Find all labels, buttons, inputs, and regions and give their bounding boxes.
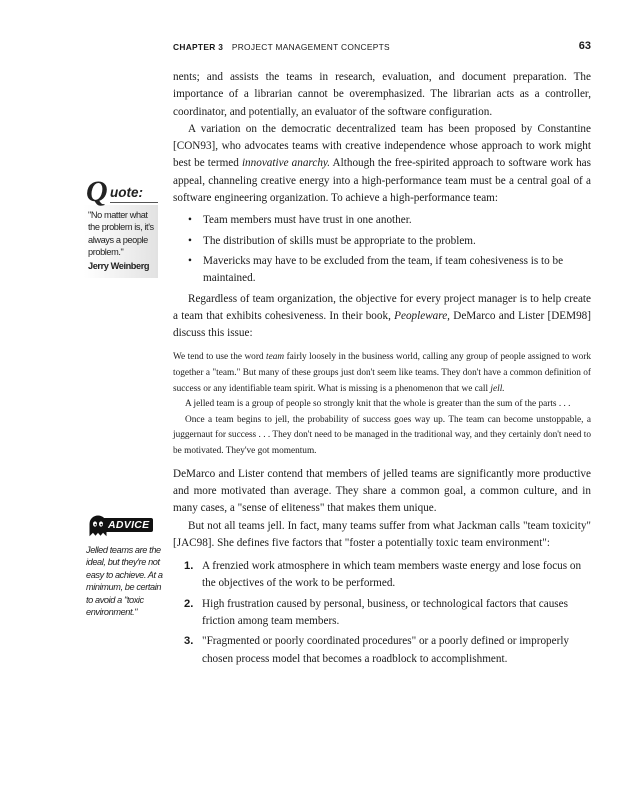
sidebar-quote-text: "No matter what the problem is, it's always a people problem." xyxy=(88,210,154,258)
quote-label-text: uote: xyxy=(110,185,143,200)
page-number: 63 xyxy=(578,40,591,52)
numbered-item: 1. A frenzied work atmosphere in which team members waste energy and lose focus on the objectives of the work to be performed. xyxy=(184,560,582,590)
paragraph-1: nents; and assists the teams in research, evaluation, and document preparation. The importance of a librarian cannot be overemphasized. The librarian acts as a controller, coordinator, and potentially, an evaluator of the software configuration. xyxy=(173,71,591,118)
running-header xyxy=(173,42,591,56)
quote-paragraph-3: Once a team begins to jell, the probability of success goes way up. The team can become unstoppable, a juggernaut for success . . . They don't need to be managed in the traditional way, and they certainly don't need to be motivated. They've got momentum. xyxy=(173,414,591,457)
quote-label-rule xyxy=(110,202,158,203)
quote-label-initial: Q xyxy=(86,175,108,208)
paragraph-4: DeMarco and Lister contend that members of jelled teams are significantly more productive and more motivated than average. They share a common goal, a common culture, and in many cases, a "sense of eliteness" that makes them unique. xyxy=(173,467,591,515)
advice-label xyxy=(86,514,166,538)
item-number: 2. xyxy=(184,597,194,610)
numbered-list xyxy=(173,558,591,668)
quote-paragraph-2: A jelled team is a group of people so strongly knit that the whole is greater than the sum of the parts . . . xyxy=(185,399,571,410)
paragraph-5: But not all teams jell. In fact, many teams suffer from what Jackman calls "team toxicity" [JAC98]. She defines five factors that "foster a potentially toxic team environment": xyxy=(173,519,591,549)
block-quote xyxy=(173,350,591,459)
chapter-title: PROJECT MANAGEMENT CONCEPTS xyxy=(231,42,390,52)
bullet-item: • The distribution of skills must be appropriate to the problem. xyxy=(173,233,591,250)
bullet-item: • Team members must have trust in one another. xyxy=(173,212,591,229)
bullet-item: • Mavericks may have to be excluded from the team, if team cohesiveness is to be maintained. xyxy=(173,253,591,288)
paragraph-2: A variation on the democratic decentralized team has been proposed by Constantine [CON93], who advocates teams with creative independence whose approach to work might best be termed innovative anarchy. Although the free-spirited approach to software work has appeal, channeling creative energy into a high-performance team must be a central goal of a software engineering organization. To achieve a high-performance team: xyxy=(173,122,591,205)
advice-text: Jelled teams are the ideal, but they're not easy to achieve. At a minimum, be certain to avoid a "toxic environment." xyxy=(86,545,163,618)
quote-label xyxy=(84,175,158,208)
main-text-column xyxy=(173,69,591,671)
emphasis-innovative-anarchy: innovative anarchy. xyxy=(241,157,331,170)
quote-paragraph-1: We tend to use the word team fairly loosely in the business world, calling any group of people assigned to work together a "team." But many of these groups just don't seem like teams. They don't have a common definition of success or any identifiable team spirit. What is missing is a phenomenon that we call jell. xyxy=(173,352,591,394)
bullet-list xyxy=(173,212,591,287)
quote-box xyxy=(84,205,158,278)
advice-badge: ADVICE xyxy=(98,518,153,532)
sidebar-quote-author: Jerry Weinberg xyxy=(88,260,150,271)
book-title-peopleware: Peopleware, xyxy=(394,309,450,322)
item-number: 1. xyxy=(184,560,194,573)
item-number: 3. xyxy=(184,635,194,648)
advice-ghost-icon xyxy=(86,515,110,537)
numbered-item: 2. High frustration caused by personal, business, or technological factors that causes friction among team members. xyxy=(184,597,568,627)
chapter-label: CHAPTER 3 xyxy=(173,42,224,52)
sidebar-quote xyxy=(84,175,158,278)
numbered-item: 3. "Fragmented or poorly coordinated procedures" or a poorly defined or improperly chosen process model that becomes a roadblock to accomplishment. xyxy=(184,635,570,665)
sidebar-advice xyxy=(86,514,166,618)
paragraph-3: Regardless of team organization, the objective for every project manager is to help create a team that exhibits cohesiveness. In their book, Peopleware, DeMarco and Lister [DEM98] discuss this issue: xyxy=(173,292,591,340)
